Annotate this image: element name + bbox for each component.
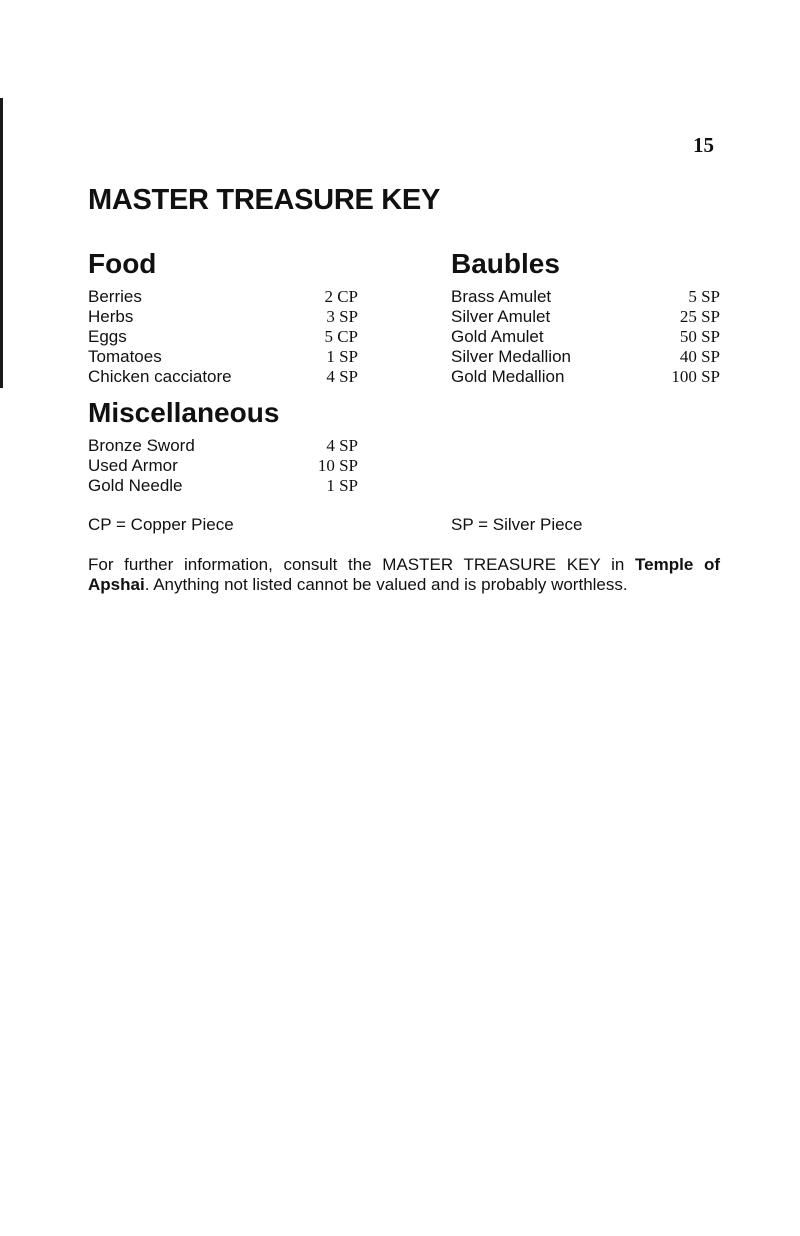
item-price: 10 SP (317, 456, 358, 475)
legend-silver-piece: SP = Silver Piece (451, 515, 583, 534)
item-name: Chicken cacciatore (88, 367, 232, 386)
miscellaneous-list (88, 436, 358, 496)
list-item (88, 436, 358, 456)
list-item (88, 307, 358, 327)
miscellaneous-heading: Miscellaneous (88, 397, 280, 428)
food-list (88, 287, 358, 387)
note-text-after: . Anything not listed cannot be valued and is probably worthless. (144, 575, 628, 594)
item-name: Herbs (88, 307, 134, 326)
item-name: Brass Amulet (451, 287, 552, 306)
list-item (88, 476, 358, 496)
list-item (88, 367, 358, 387)
legend-copper-piece: CP = Copper Piece (88, 515, 234, 534)
further-information-note (88, 555, 720, 595)
item-price: 50 SP (679, 327, 720, 346)
list-item (451, 327, 720, 347)
baubles-heading: Baubles (451, 248, 560, 279)
item-name: Gold Medallion (451, 367, 565, 386)
item-name: Silver Amulet (451, 307, 551, 326)
item-price: 4 SP (326, 367, 358, 386)
item-price: 5 CP (324, 327, 358, 346)
item-price: 1 SP (326, 476, 358, 495)
item-name: Tomatoes (88, 347, 162, 366)
item-name: Used Armor (88, 456, 178, 475)
item-name: Berries (88, 287, 142, 306)
food-heading: Food (88, 248, 157, 279)
list-item (88, 327, 358, 347)
list-item (88, 347, 358, 367)
item-price: 40 SP (679, 347, 720, 366)
page-number: 15 (693, 133, 714, 157)
item-name: Bronze Sword (88, 436, 195, 455)
item-name: Gold Amulet (451, 327, 544, 346)
item-price: 100 SP (671, 367, 720, 386)
list-item (451, 307, 720, 327)
item-price: 1 SP (326, 347, 358, 366)
item-price: 5 SP (688, 287, 720, 306)
item-price: 4 SP (326, 436, 358, 455)
item-price: 25 SP (679, 307, 720, 326)
list-item (451, 287, 720, 307)
item-price: 2 CP (324, 287, 358, 306)
baubles-list (451, 287, 720, 387)
scan-edge-line (0, 98, 3, 388)
list-item (88, 456, 358, 476)
item-price: 3 SP (326, 307, 358, 326)
item-name: Gold Needle (88, 476, 183, 495)
item-name: Eggs (88, 327, 127, 346)
note-text-before: For further information, consult the MASTER TREASURE KEY in (88, 555, 636, 574)
list-item (88, 287, 358, 307)
note-book-title: Temple of Apshai (88, 555, 721, 594)
page-title: MASTER TREASURE KEY (88, 184, 440, 216)
list-item (451, 347, 720, 367)
list-item (451, 367, 720, 387)
item-name: Silver Medallion (451, 347, 571, 366)
